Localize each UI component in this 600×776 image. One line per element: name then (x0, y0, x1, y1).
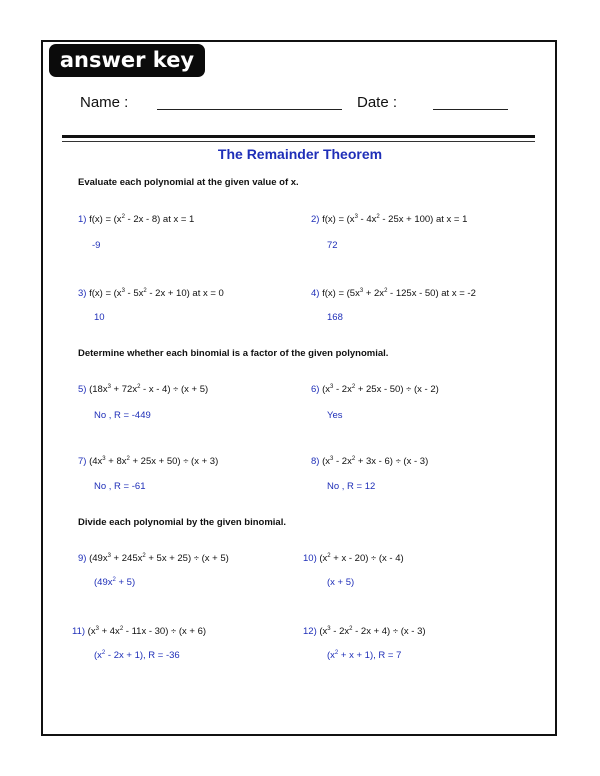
answer-key-badge: answer key (49, 44, 205, 77)
answer-9: $(49x^2 + 5)$ (94, 577, 136, 588)
problem-5 (78, 384, 208, 395)
problem-expression: $(4x^3 + 8x^2 + 25x + 50) \div (x + 3)$ (89, 456, 219, 467)
problem-expression: $f(x) = (x^2 - 2x - 8)$ at x = 1 (89, 214, 195, 225)
problem-11 (72, 626, 206, 637)
problem-expression: $f(x) = (x^3 - 4x^2 - 25x + 100)$ at x = 1 (322, 214, 468, 225)
problem-expression: $(x^3 + 4x^2 - 11x - 30) \div (x + 6)$ (87, 626, 207, 637)
date-label: Date : (357, 94, 398, 111)
problem-number: 4) (311, 288, 320, 299)
section-instruction-evaluate: Evaluate each polynomial at the given value of x. (78, 177, 299, 188)
problem-expression: $(49x^3 + 245x^2 + 5x + 25) \div (x + 5)$ (89, 553, 229, 564)
answer-4: 168 (327, 312, 343, 323)
problem-9 (78, 553, 229, 564)
answer-3: 10 (94, 312, 105, 323)
section-instruction-factor: Determine whether each binomial is a factor of the given polynomial. (78, 348, 389, 359)
problem-number: 12) (303, 626, 317, 637)
problem-expression: $(x^3 - 2x^2 - 2x + 4) \div (x - 3)$ (319, 626, 426, 637)
problem-expression: $(x^3 - 2x^2 + 25x - 50) \div (x - 2)$ (322, 384, 439, 395)
problem-2 (311, 214, 467, 225)
problem-number: 1) (78, 214, 87, 225)
name-line (157, 109, 342, 110)
answer-6: Yes (327, 410, 343, 421)
problem-6 (311, 384, 439, 395)
problem-number: 6) (311, 384, 320, 395)
problem-number: 2) (311, 214, 320, 225)
answer-10: (x + 5) (327, 577, 355, 588)
problem-number: 7) (78, 456, 87, 467)
date-line (433, 109, 508, 110)
answer-7: No , R = -61 (94, 481, 146, 492)
problem-8 (311, 456, 428, 467)
problem-10 (303, 553, 404, 564)
answer-5: No , R = -449 (94, 410, 151, 421)
problem-expression: $(18x^3 + 72x^2 - x - 4) \div (x + 5)$ (89, 384, 209, 395)
problem-number: 11) (72, 626, 86, 637)
worksheet-title: The Remainder Theorem (217, 146, 383, 162)
answer-12: $(x^2 + x + 1)$, R = 7 (327, 650, 402, 661)
problem-1 (78, 214, 194, 225)
problem-expression: $(x^3 - 2x^2 + 3x - 6) \div (x - 3)$ (322, 456, 429, 467)
header-rule (62, 135, 535, 138)
problem-number: 9) (78, 553, 87, 564)
problem-3 (78, 288, 224, 299)
problem-expression: $f(x) = (x^3 - 5x^2 - 2x + 10)$ at x = 0 (89, 288, 224, 299)
answer-2: 72 (327, 240, 338, 251)
problem-number: 3) (78, 288, 87, 299)
problem-4 (311, 288, 476, 299)
answer-11: $(x^2 - 2x + 1)$, R = -36 (94, 650, 180, 661)
header-rule-thin (62, 141, 535, 142)
problem-number: 8) (311, 456, 320, 467)
answer-1: -9 (92, 240, 101, 251)
name-label: Name : (80, 94, 129, 111)
problem-expression: $(x^2 + x - 20) \div (x - 4)$ (319, 553, 404, 564)
problem-12 (303, 626, 426, 637)
problem-number: 5) (78, 384, 87, 395)
answer-8: No , R = 12 (327, 481, 376, 492)
problem-7 (78, 456, 218, 467)
problem-number: 10) (303, 553, 317, 564)
problem-expression: $f(x) = (5x^3 + 2x^2 - 125x - 50)$ at x = -2 (322, 288, 476, 299)
section-instruction-divide: Divide each polynomial by the given binomial. (78, 517, 286, 528)
